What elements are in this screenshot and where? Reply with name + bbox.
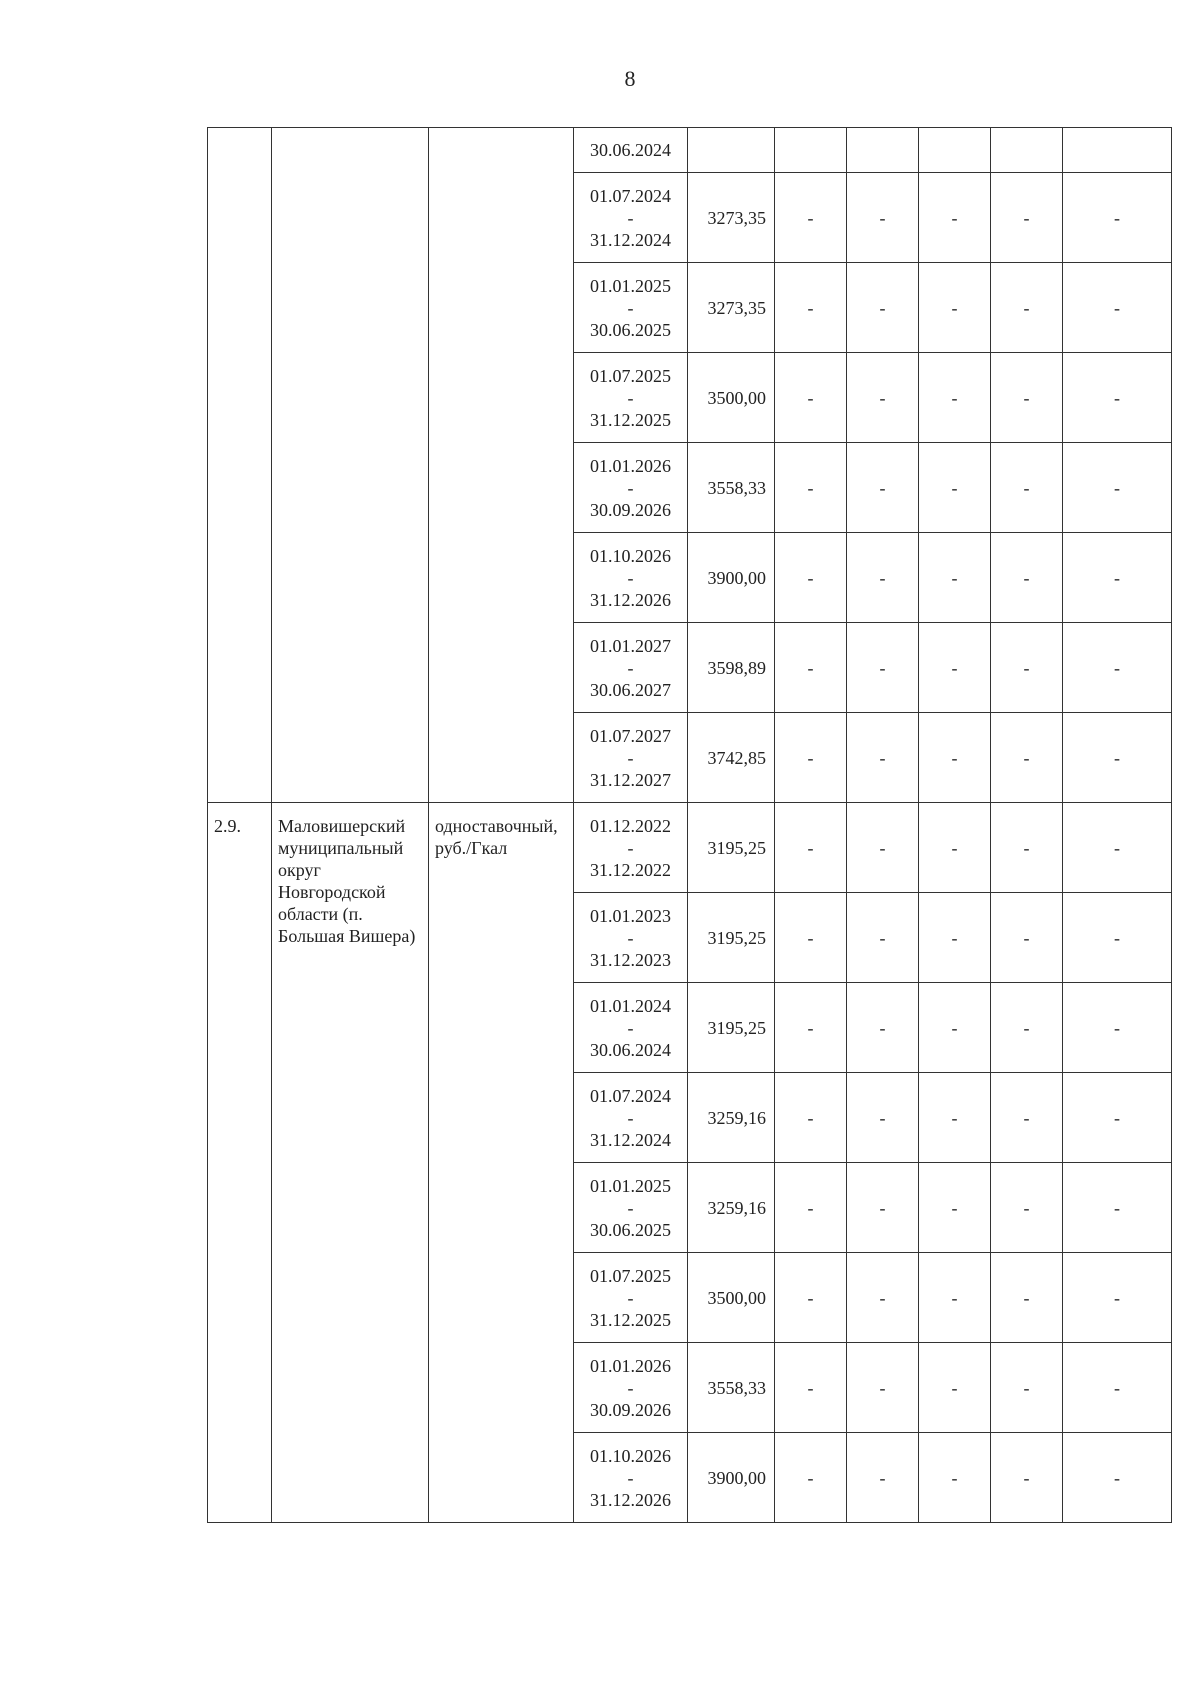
- tariff-dash-cell: -: [1063, 983, 1172, 1073]
- period-line: -: [627, 1467, 634, 1488]
- period-line: -: [627, 1197, 634, 1218]
- tariff-dash-cell: -: [1063, 623, 1172, 713]
- tariff-dash-cell: -: [991, 893, 1063, 983]
- period-line: 01.01.2024: [590, 995, 671, 1016]
- tariff-value-cell: [688, 128, 775, 173]
- tariff-dash-cell: -: [919, 173, 991, 263]
- period-line: 30.06.2024: [590, 1039, 671, 1060]
- tariff-dash-cell: -: [1063, 353, 1172, 443]
- tariff-dash-cell: [919, 128, 991, 173]
- tariff-dash-cell: -: [991, 1343, 1063, 1433]
- period-line: -: [627, 837, 634, 858]
- period-line: 30.06.2024: [590, 140, 671, 160]
- tariff-dash-cell: -: [1063, 1253, 1172, 1343]
- tariff-type: одноставочный, руб./Гкал: [435, 816, 558, 858]
- tariff-dash-cell: -: [919, 533, 991, 623]
- tariff-dash-cell: -: [847, 533, 919, 623]
- tariff-dash-cell: -: [1063, 533, 1172, 623]
- tariff-value-cell: 3500,00: [688, 1253, 775, 1343]
- tariff-dash-cell: -: [775, 803, 847, 893]
- tariff-value-cell: 3259,16: [688, 1163, 775, 1253]
- municipality-name-cell: [272, 803, 429, 1523]
- tariff-value-cell: 3900,00: [688, 1433, 775, 1523]
- tariff-value-cell: 3742,85: [688, 713, 775, 803]
- municipality-name: Маловишерский муниципальный округ Новгородской области (п. Большая Вишера): [278, 816, 416, 946]
- tariff-dash-cell: -: [775, 893, 847, 983]
- tariff-dash-cell: [1063, 128, 1172, 173]
- period-cell: [574, 173, 688, 263]
- tariff-value-cell: 3273,35: [688, 173, 775, 263]
- tariff-dash-cell: -: [847, 803, 919, 893]
- period-cell: [574, 713, 688, 803]
- tariff-dash-cell: -: [1063, 263, 1172, 353]
- period-line: -: [627, 387, 634, 408]
- tariff-dash-cell: -: [847, 1343, 919, 1433]
- tariff-dash-cell: [775, 128, 847, 173]
- tariff-value-cell: 3195,25: [688, 983, 775, 1073]
- tariff-type-cell: [429, 803, 574, 1523]
- period-line: -: [627, 567, 634, 588]
- tariff-dash-cell: -: [991, 173, 1063, 263]
- tariff-dash-cell: -: [775, 1163, 847, 1253]
- tariff-dash-cell: -: [991, 1433, 1063, 1523]
- tariff-dash-cell: -: [847, 1073, 919, 1163]
- tariff-dash-cell: -: [919, 803, 991, 893]
- period-line: 31.12.2027: [590, 769, 671, 790]
- tariff-dash-cell: -: [847, 713, 919, 803]
- section-number: 2.9.: [214, 816, 241, 836]
- tariff-dash-cell: -: [1063, 1163, 1172, 1253]
- period-line: 30.06.2025: [590, 319, 671, 340]
- period-line: 01.01.2026: [590, 1355, 671, 1376]
- period-cell: [574, 443, 688, 533]
- period-line: 31.12.2026: [590, 589, 671, 610]
- tariff-dash-cell: -: [775, 983, 847, 1073]
- tariff-dash-cell: -: [1063, 1343, 1172, 1433]
- type-cell-continued: [429, 128, 574, 803]
- period-cell: [574, 353, 688, 443]
- tariff-value-cell: 3598,89: [688, 623, 775, 713]
- tariff-dash-cell: -: [919, 1163, 991, 1253]
- tariff-dash-cell: -: [991, 803, 1063, 893]
- tariff-dash-cell: -: [1063, 173, 1172, 263]
- period-cell: [574, 1253, 688, 1343]
- period-cell: [574, 623, 688, 713]
- period-line: 31.12.2025: [590, 1309, 671, 1330]
- tariff-dash-cell: -: [919, 893, 991, 983]
- period-line: 01.10.2026: [590, 545, 671, 566]
- period-line: -: [627, 297, 634, 318]
- tariff-dash-cell: -: [919, 1343, 991, 1433]
- period-line: 31.12.2024: [590, 229, 671, 250]
- period-cell: [574, 533, 688, 623]
- name-cell-continued: [272, 128, 429, 803]
- tariff-dash-cell: -: [775, 173, 847, 263]
- tariff-dash-cell: -: [775, 1073, 847, 1163]
- period-cell: [574, 128, 688, 173]
- period-line: -: [627, 1287, 634, 1308]
- period-line: -: [627, 657, 634, 678]
- table-body: [208, 128, 1172, 1523]
- tariff-dash-cell: -: [775, 353, 847, 443]
- tariff-dash-cell: -: [991, 263, 1063, 353]
- tariff-dash-cell: -: [1063, 893, 1172, 983]
- tariff-value-cell: 3195,25: [688, 803, 775, 893]
- period-line: -: [627, 1017, 634, 1038]
- tariff-dash-cell: -: [847, 1163, 919, 1253]
- tariff-dash-cell: -: [919, 623, 991, 713]
- tariff-dash-cell: -: [1063, 443, 1172, 533]
- period-line: -: [627, 927, 634, 948]
- period-line: 01.07.2024: [590, 185, 671, 206]
- tariff-value-cell: 3195,25: [688, 893, 775, 983]
- tariff-dash-cell: -: [1063, 803, 1172, 893]
- period-line: 31.12.2023: [590, 949, 671, 970]
- period-line: 01.01.2027: [590, 635, 671, 656]
- tariff-dash-cell: -: [919, 983, 991, 1073]
- tariff-dash-cell: -: [775, 623, 847, 713]
- period-line: -: [627, 747, 634, 768]
- table-row: [208, 128, 1172, 173]
- tariff-value-cell: 3259,16: [688, 1073, 775, 1163]
- period-line: 01.01.2025: [590, 1175, 671, 1196]
- tariff-dash-cell: -: [775, 1343, 847, 1433]
- page-number: 8: [624, 66, 636, 91]
- tariff-dash-cell: [991, 128, 1063, 173]
- tariff-dash-cell: -: [919, 263, 991, 353]
- period-line: -: [627, 477, 634, 498]
- period-line: 01.01.2026: [590, 455, 671, 476]
- period-line: 30.09.2026: [590, 499, 671, 520]
- period-line: 01.12.2022: [590, 815, 671, 836]
- tariff-value-cell: 3273,35: [688, 263, 775, 353]
- tariff-dash-cell: -: [775, 1433, 847, 1523]
- period-cell: [574, 1343, 688, 1433]
- period-line: 01.10.2026: [590, 1445, 671, 1466]
- period-line: 01.07.2027: [590, 725, 671, 746]
- tariff-dash-cell: -: [991, 983, 1063, 1073]
- period-line: -: [627, 1377, 634, 1398]
- tariff-value-cell: 3558,33: [688, 1343, 775, 1433]
- number-cell-continued: [208, 128, 272, 803]
- tariff-dash-cell: -: [991, 713, 1063, 803]
- period-line: 01.01.2025: [590, 275, 671, 296]
- tariff-dash-cell: -: [775, 263, 847, 353]
- period-cell: [574, 1073, 688, 1163]
- period-line: 01.01.2023: [590, 905, 671, 926]
- tariff-dash-cell: -: [919, 713, 991, 803]
- tariff-dash-cell: -: [919, 353, 991, 443]
- tariff-dash-cell: -: [847, 1433, 919, 1523]
- tariff-dash-cell: -: [847, 173, 919, 263]
- period-line: 01.07.2025: [590, 1265, 671, 1286]
- section-number-cell: [208, 803, 272, 1523]
- tariff-dash-cell: -: [847, 353, 919, 443]
- tariff-dash-cell: -: [847, 263, 919, 353]
- tariff-value-cell: 3500,00: [688, 353, 775, 443]
- tariff-dash-cell: -: [991, 1253, 1063, 1343]
- tariff-dash-cell: -: [775, 1253, 847, 1343]
- period-line: 31.12.2024: [590, 1129, 671, 1150]
- period-line: 30.06.2027: [590, 679, 671, 700]
- tariff-value-cell: 3900,00: [688, 533, 775, 623]
- tariff-dash-cell: -: [919, 1433, 991, 1523]
- tariff-dash-cell: -: [775, 713, 847, 803]
- tariff-dash-cell: -: [775, 443, 847, 533]
- table-row: [208, 803, 1172, 893]
- tariff-dash-cell: -: [919, 1073, 991, 1163]
- period-line: 30.06.2025: [590, 1219, 671, 1240]
- period-cell: [574, 803, 688, 893]
- tariff-value-cell: 3558,33: [688, 443, 775, 533]
- tariff-dash-cell: -: [1063, 713, 1172, 803]
- period-cell: [574, 893, 688, 983]
- period-line: 31.12.2026: [590, 1489, 671, 1510]
- tariff-dash-cell: -: [919, 1253, 991, 1343]
- period-line: -: [627, 1107, 634, 1128]
- tariff-dash-cell: -: [847, 443, 919, 533]
- tariff-dash-cell: -: [991, 1163, 1063, 1253]
- period-cell: [574, 1433, 688, 1523]
- tariff-dash-cell: -: [991, 623, 1063, 713]
- tariff-dash-cell: -: [991, 353, 1063, 443]
- tariff-table: [207, 127, 1172, 1523]
- tariff-dash-cell: -: [919, 443, 991, 533]
- tariff-dash-cell: -: [847, 983, 919, 1073]
- tariff-dash-cell: -: [991, 443, 1063, 533]
- tariff-dash-cell: -: [1063, 1433, 1172, 1523]
- tariff-dash-cell: -: [847, 893, 919, 983]
- period-line: 31.12.2025: [590, 409, 671, 430]
- tariff-dash-cell: -: [847, 623, 919, 713]
- period-cell: [574, 263, 688, 353]
- tariff-dash-cell: -: [775, 533, 847, 623]
- period-line: 31.12.2022: [590, 859, 671, 880]
- period-cell: [574, 983, 688, 1073]
- period-line: 30.09.2026: [590, 1399, 671, 1420]
- tariff-dash-cell: -: [991, 1073, 1063, 1163]
- tariff-dash-cell: -: [847, 1253, 919, 1343]
- period-line: -: [627, 207, 634, 228]
- period-line: 01.07.2025: [590, 365, 671, 386]
- tariff-dash-cell: [847, 128, 919, 173]
- tariff-dash-cell: -: [1063, 1073, 1172, 1163]
- period-cell: [574, 1163, 688, 1253]
- tariff-dash-cell: -: [991, 533, 1063, 623]
- period-line: 01.07.2024: [590, 1085, 671, 1106]
